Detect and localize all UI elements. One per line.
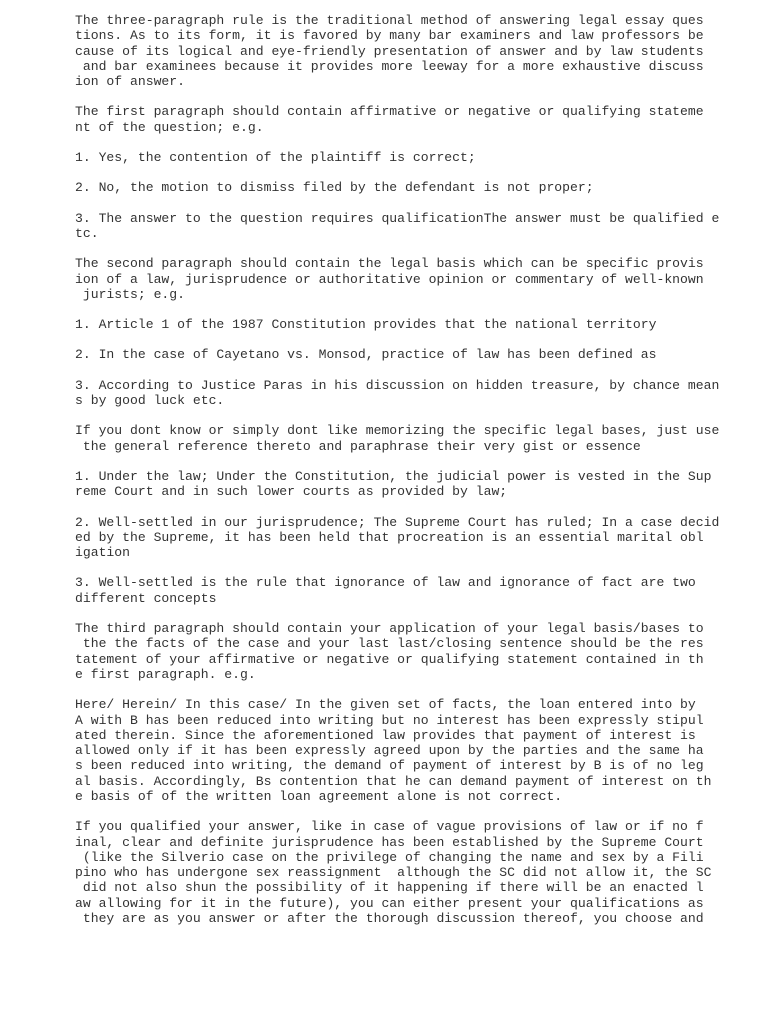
first-paragraph-rule: The first paragraph should contain affirmative or negative or qualifying stateme nt of the question; e.g. xyxy=(75,104,704,135)
example-paragraph: Here/ Herein/ In this case/ In the given set of facts, the loan entered into by A with B has been reduced into writing but no interest has been expressly stipul ated therein. Since the aforementioned law provides that payment of interest is allowed only if it has been expressly agreed upon by the parties and the same ha s been reduced into writing, the demand of payment of interest by B is of no leg al basis. Accordingly, Bs contention that he can demand payment of interest on th e basis of of the written loan agreement alone is not correct. xyxy=(75,697,712,804)
list-item: 2. No, the motion to dismiss filed by the defendant is not proper; xyxy=(75,180,594,196)
intro-paragraph: The three-paragraph rule is the traditional method of answering legal essay ques tions. As to its form, it is favored by many bar examiners and law professors be cause of its logical and eye-friendly presentation of answer and by law students and bar examinees because it provides more leeway for a more exhaustive discuss ion of answer. xyxy=(75,13,704,90)
qualification-paragraph: If you qualified your answer, like in case of vague provisions of law or if no f inal, clear and definite jurisprudence has been established by the Supreme Court (like the Silverio case on the privilege of changing the name and sex by a Fili pino who has undergone sex reassignment although the SC did not allow it, the SC did not also shun the possibility of it happening if there will be an enacted l aw allowing for it in the future), you can either present your qualifications as they are as you answer or after the thorough discussion thereof, you choose and xyxy=(75,819,712,927)
list-item: 1. Under the law; Under the Constitution, the judicial power is vested in the Sup reme Court and in such lower courts as provided by law; xyxy=(75,468,712,500)
second-paragraph-rule: The second paragraph should contain the legal basis which can be specific provis ion of a law, jurisprudence or authoritative opinion or commentary of well-known jurists; e.g. xyxy=(75,256,704,302)
list-item: 1. Article 1 of the 1987 Constitution provides that the national territory xyxy=(75,317,657,333)
list-item: 1. Yes, the contention of the plaintiff is correct; xyxy=(75,150,476,166)
list-item: 2. In the case of Cayetano vs. Monsod, practice of law has been defined as xyxy=(75,347,657,363)
third-paragraph-rule: The third paragraph should contain your application of your legal basis/bases to the the facts of the case and your last last/closing sentence should be the res tatement of your affirmative or negative or qualifying statement contained in th e first paragraph. e.g. xyxy=(75,621,704,682)
list-item: 3. The answer to the question requires qualificationThe answer must be qualified e tc. xyxy=(75,210,720,241)
document-body xyxy=(75,13,720,941)
list-item: 3. According to Justice Paras in his discussion on hidden treasure, by chance mean s by good luck etc. xyxy=(75,377,720,409)
general-reference-paragraph: If you dont know or simply dont like memorizing the specific legal bases, just use the general reference thereto and paraphrase their very gist or essence xyxy=(75,423,720,454)
list-item: 2. Well-settled in our jurisprudence; The Supreme Court has ruled; In a case decid ed by the Supreme, it has been held that procreation is an essential marital obl igation xyxy=(75,514,720,561)
list-item: 3. Well-settled is the rule that ignorance of law and ignorance of fact are two different concepts xyxy=(75,575,696,606)
